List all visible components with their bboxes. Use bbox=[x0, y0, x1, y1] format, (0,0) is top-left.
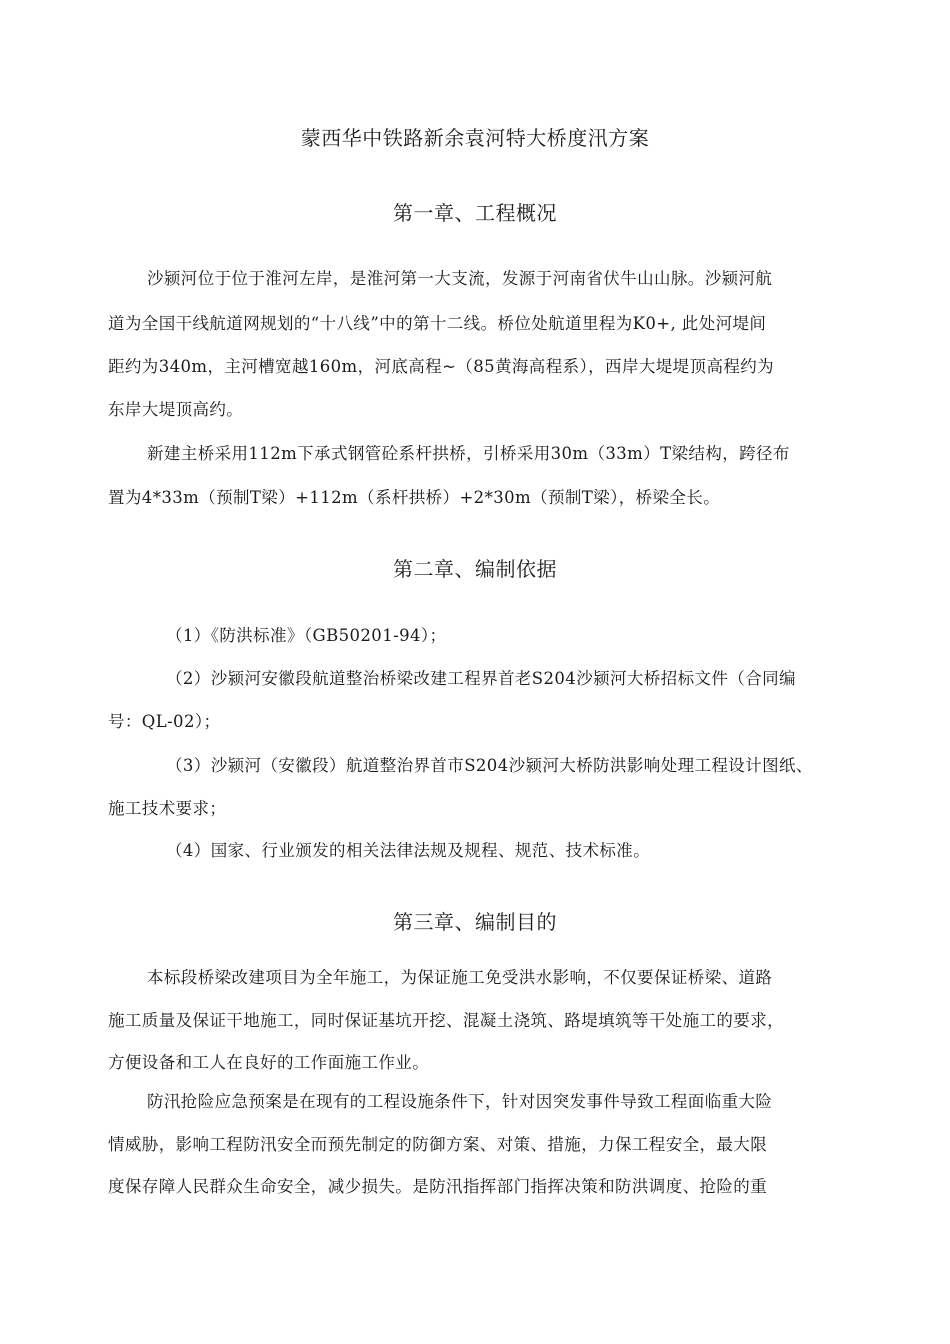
text-line: 本标段桥梁改建项目为全年施工，为保证施工免受洪水影响，不仅要保证桥梁、道路 bbox=[147, 968, 773, 987]
text-line: 置为4*33m（预制T梁）+112m（系杆拱桥）+2*30m（预制T梁），桥梁全长。 bbox=[108, 488, 721, 507]
document-title: 蒙西华中铁路新余袁河特大桥度汛方案 bbox=[300, 126, 650, 150]
text-line: 沙颍河位于位于淮河左岸，是淮河第一大支流，发源于河南省伏牛山山脉。沙颍河航 bbox=[147, 269, 773, 288]
text-line: 东岸大堤顶高约。 bbox=[108, 400, 244, 419]
text-line: 情威胁，影响工程防汛安全而预先制定的防御方案、对策、措施，力保工程安全，最大限 bbox=[108, 1135, 768, 1154]
text-line: 施工质量及保证干地施工，同时保证基坑开挖、混凝土浇筑、路堤填筑等干处施工的要求， bbox=[108, 1011, 784, 1030]
chapter-1-heading: 第一章、工程概况 bbox=[393, 201, 557, 225]
text-line: 距约为340m，主河槽宽越160m，河底高程~（85黄海高程系），西岸大堤堤顶高程约为 bbox=[108, 357, 775, 376]
text-line: 方便设备和工人在良好的工作面施工作业。 bbox=[108, 1053, 430, 1072]
list-item-continuation: 施工技术要求； bbox=[108, 799, 227, 818]
list-item: （2）沙颍河安徽段航道整治桥梁改建工程界首老S204沙颍河大桥招标文件（合同编 bbox=[166, 669, 796, 688]
list-item-continuation: 号：QL-02）； bbox=[108, 712, 221, 731]
text-line: 新建主桥采用112m下承式钢管砼系杆拱桥，引桥采用30m（33m）T梁结构，跨径布 bbox=[147, 444, 790, 463]
list-item: （3）沙颍河（安徽段）航道整治界首市S204沙颍河大桥防洪影响处理工程设计图纸、 bbox=[166, 756, 813, 775]
text-line: 度保存障人民群众生命安全，减少损失。是防汛指挥部门指挥决策和防洪调度、抢险的重 bbox=[108, 1177, 768, 1196]
text-line: 防汛抢险应急预案是在现有的工程设施条件下，针对因突发事件导致工程面临重大险 bbox=[147, 1092, 773, 1111]
list-item: （4）国家、行业颁发的相关法律法规及规程、规范、技术标准。 bbox=[166, 841, 651, 860]
text-line: 道为全国干线航道网规划的“十八线”中的第十二线。桥位处航道里程为K0+, 此处河堤间 bbox=[108, 314, 767, 333]
chapter-2-heading: 第二章、编制依据 bbox=[393, 557, 557, 581]
chapter-3-heading: 第三章、编制目的 bbox=[393, 910, 557, 934]
list-item: （1）《防洪标准》（GB50201-94）； bbox=[166, 626, 447, 645]
